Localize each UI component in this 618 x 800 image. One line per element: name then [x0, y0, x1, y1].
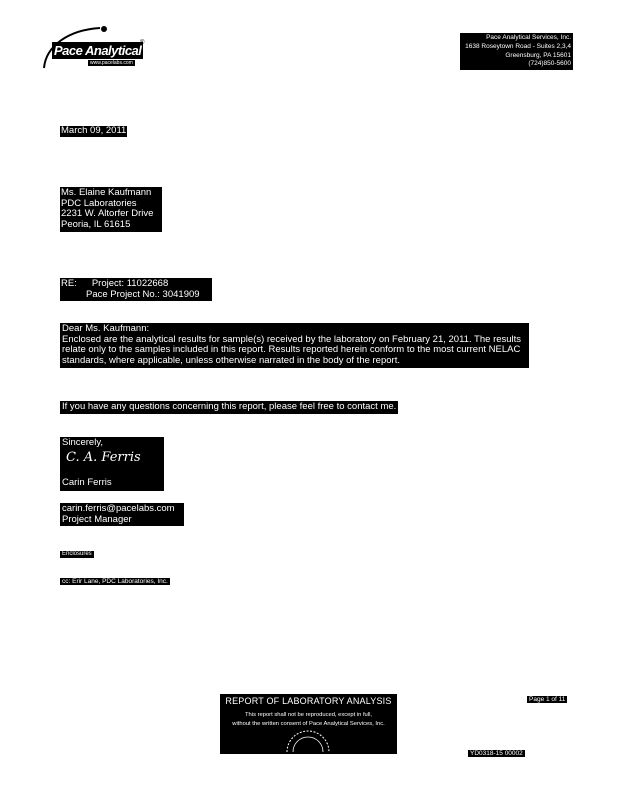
company-city: Greensburg, PA 15601 [505, 51, 571, 59]
pace-logo [38, 24, 148, 72]
closing-block [60, 437, 164, 491]
letter-body-block [60, 323, 529, 368]
signer-name: Carin Ferris [62, 477, 112, 488]
enclosures-note: Enclosures [62, 551, 92, 557]
signer-email: carin.ferris@pacelabs.com [62, 503, 175, 514]
report-title: REPORT OF LABORATORY ANALYSIS [225, 696, 392, 706]
letter-date: March 09, 2011 [61, 125, 127, 136]
signature: C. A. Ferris [66, 450, 141, 465]
logo-url: www.pacelabs.com [90, 60, 133, 66]
report-note-line-2: without the written consent of Pace Analytical Services, Inc. [232, 721, 385, 728]
recipient-city: Peoria, IL 61615 [61, 218, 131, 230]
registered-mark: ® [140, 40, 145, 46]
report-note [220, 711, 397, 730]
re-block [60, 278, 212, 301]
closing: Sincerely, [62, 437, 104, 448]
cc-line: cc: Erir Lane, PDC Laboratories, Inc. [62, 578, 168, 585]
signer-contact [60, 503, 184, 526]
report-footer-box [220, 694, 397, 754]
salutation: Dear Ms. Kaufmann: [62, 323, 150, 334]
report-note-line-1: This report shall not be reproduced, except in full, [245, 712, 372, 719]
recipient-name: Ms. Elaine Kaufmann [61, 187, 152, 198]
company-phone: (724)850-5600 [528, 60, 571, 68]
company-street: 1638 Roseytown Road - Suites 2,3,4 [465, 42, 571, 50]
letter-body: Enclosed are the analytical results for sample(s) received by the laboratory on February 21, 2011. The results relate only to the samples included in this report. Results reported herein conform to the most current NELAC standards, where applicable, unless otherwise narrated in the body of the report. [62, 333, 522, 366]
re-label: RE: [61, 278, 77, 289]
page-number: Page 1 of 11 [529, 696, 566, 703]
recipient-street: 2231 W. Altorfer Drive [61, 208, 154, 220]
document-id: YD0318-15 00002 [470, 750, 523, 757]
certification-seal-icon [283, 730, 333, 752]
recipient-address [60, 187, 162, 232]
pace-project-number: Pace Project No.: 3041909 [86, 288, 200, 300]
project-number: Project: 11022668 [91, 278, 169, 289]
contact-sentence: If you have any questions concerning this report, please feel free to contact me. [62, 401, 397, 412]
company-name: Pace Analytical Services, Inc. [486, 34, 571, 41]
signer-title: Project Manager [62, 513, 132, 525]
logo-wordmark: Pace Analytical [54, 43, 142, 58]
recipient-company: PDC Laboratories [61, 197, 137, 209]
company-address-block [460, 33, 573, 70]
